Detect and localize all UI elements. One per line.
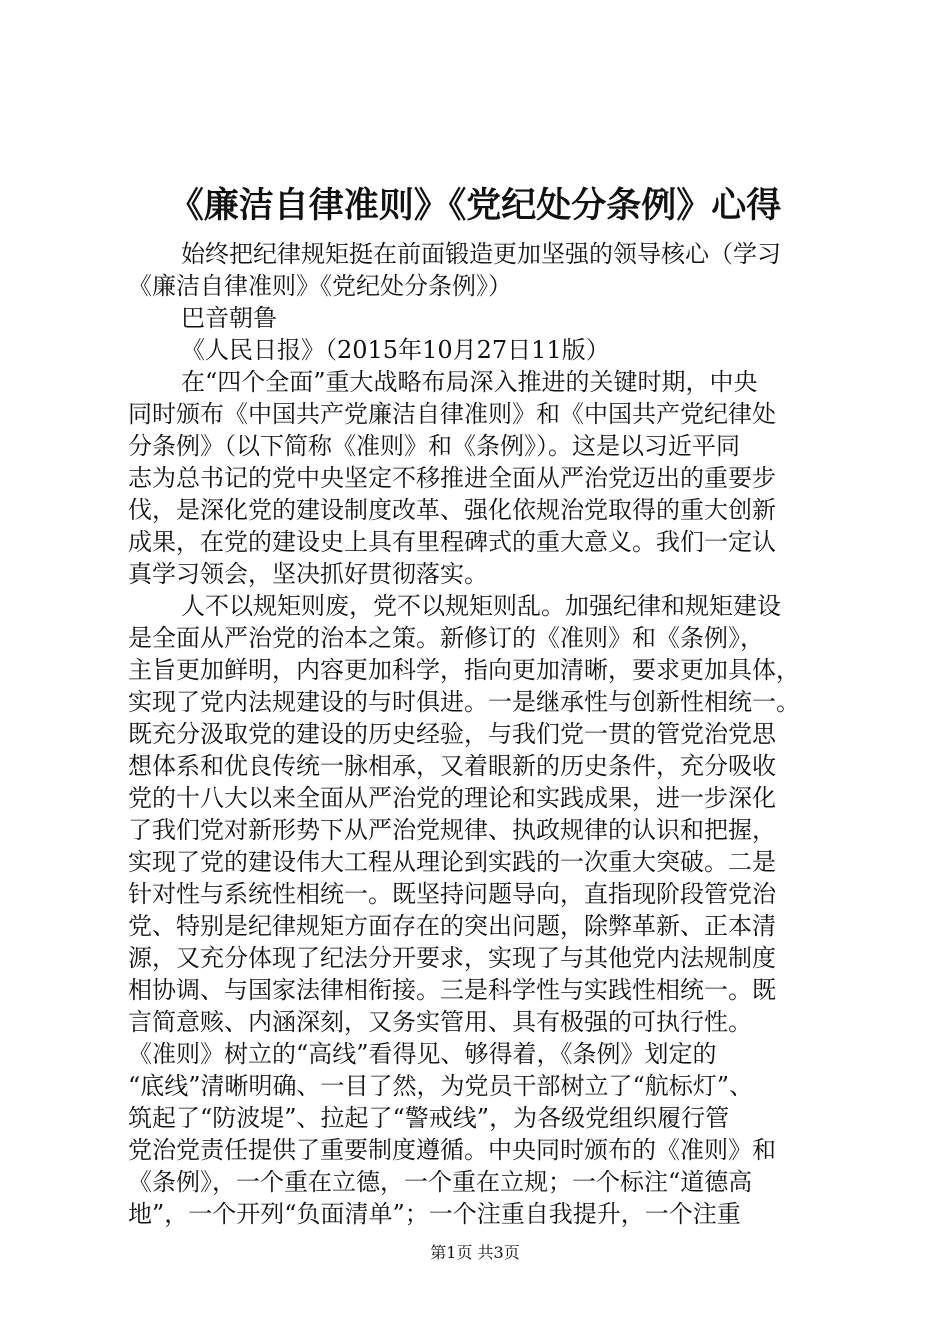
paragraph-line: 是全面从严治党的治本之策。新修订的《准则》和《条例》， [128,624,764,652]
paragraph-line: 始终把纪律规矩挺在前面锻造更加坚强的领导核心（学习 [181,240,781,268]
paragraph-line: 主旨更加鲜明，内容更加科学，指向更加清晰，要求更加具体， [128,656,800,684]
paragraph-line: 分条例》（以下简称《准则》和《条例》）。这是以习近平同 [128,432,740,460]
paragraph-line: 了我们党对新形势下从严治党规律、执政规律的认识和把握， [128,816,776,844]
paragraph-line: 党的十八大以来全面从严治党的理论和实践成果，进一步深化 [128,784,776,812]
paragraph-line: 同时颁布《中国共产党廉洁自律准则》和《中国共产党纪律处 [128,400,776,428]
paragraph-line: 源，又充分体现了纪法分开要求，实现了与其他党内法规制度 [128,944,776,972]
document-title: 《廉洁自律准则》《党纪处分条例》心得 [168,186,782,226]
paragraph-line: 伐，是深化党的建设制度改革、强化依规治党取得的重大创新 [128,496,776,524]
paragraph-line: 《廉洁自律准则》《党纪处分条例》） [128,272,512,300]
paragraph-line: 人不以规矩则废，党不以规矩则乱。加强纪律和规矩建设 [181,592,781,620]
paragraph-line: 实现了党内法规建设的与时俱进。一是继承性与创新性相统一。 [128,688,800,716]
paragraph-line: 志为总书记的党中央坚定不移推进全面从严治党迈出的重要步 [128,464,776,492]
paragraph-line: 党治党责任提供了重要制度遵循。中央同时颁布的《准则》和 [128,1136,776,1164]
paragraph-line: 在“四个全面”重大战略布局深入推进的关键时期，中央 [181,368,758,396]
paragraph-line: 党、特别是纪律规矩方面存在的突出问题，除弊革新、正本清 [128,912,776,940]
paragraph-line: 言简意赅、内涵深刻，又务实管用、具有极强的可执行性。 [128,1008,752,1036]
paragraph-line: 地”，一个开列“负面清单”；一个注重自我提升，一个注重 [128,1200,741,1228]
paragraph-line: 成果，在党的建设史上具有里程碑式的重大意义。我们一定认 [128,528,776,556]
document-body [128,238,848,1230]
paragraph-line: 《条例》，一个重在立德，一个重在立规；一个标注“道德高 [128,1168,753,1196]
paragraph-line: 实现了党的建设伟大工程从理论到实践的一次重大突破。二是 [128,848,776,876]
paragraph-line: 既充分汲取党的建设的历史经验，与我们党一贯的管党治党思 [128,720,776,748]
paragraph-line: 相协调、与国家法律相衔接。三是科学性与实践性相统一。既 [128,976,776,1004]
paragraph-line: 真学习领会，坚决抓好贯彻落实。 [128,560,488,588]
paragraph-line: 想体系和优良传统一脉相承，又着眼新的历史条件，充分吸收 [128,752,776,780]
paragraph-line: 《准则》树立的“高线”看得见、够得着，《条例》划定的 [128,1040,717,1068]
author-line: 巴音朝鲁 [181,304,277,332]
paragraph-line: 筑起了“防波堤”、拉起了“警戒线”，为各级党组织履行管 [128,1104,730,1132]
source-line: 《人民日报》（2015年10月27日11版） [181,336,610,364]
paragraph-line: 针对性与系统性相统一。既坚持问题导向，直指现阶段管党治 [128,880,776,908]
page-footer: 第1页 共3页 [430,1243,520,1262]
paragraph-line: “底线”清晰明确、一目了然，为党员干部树立了“航标灯”、 [128,1072,754,1100]
